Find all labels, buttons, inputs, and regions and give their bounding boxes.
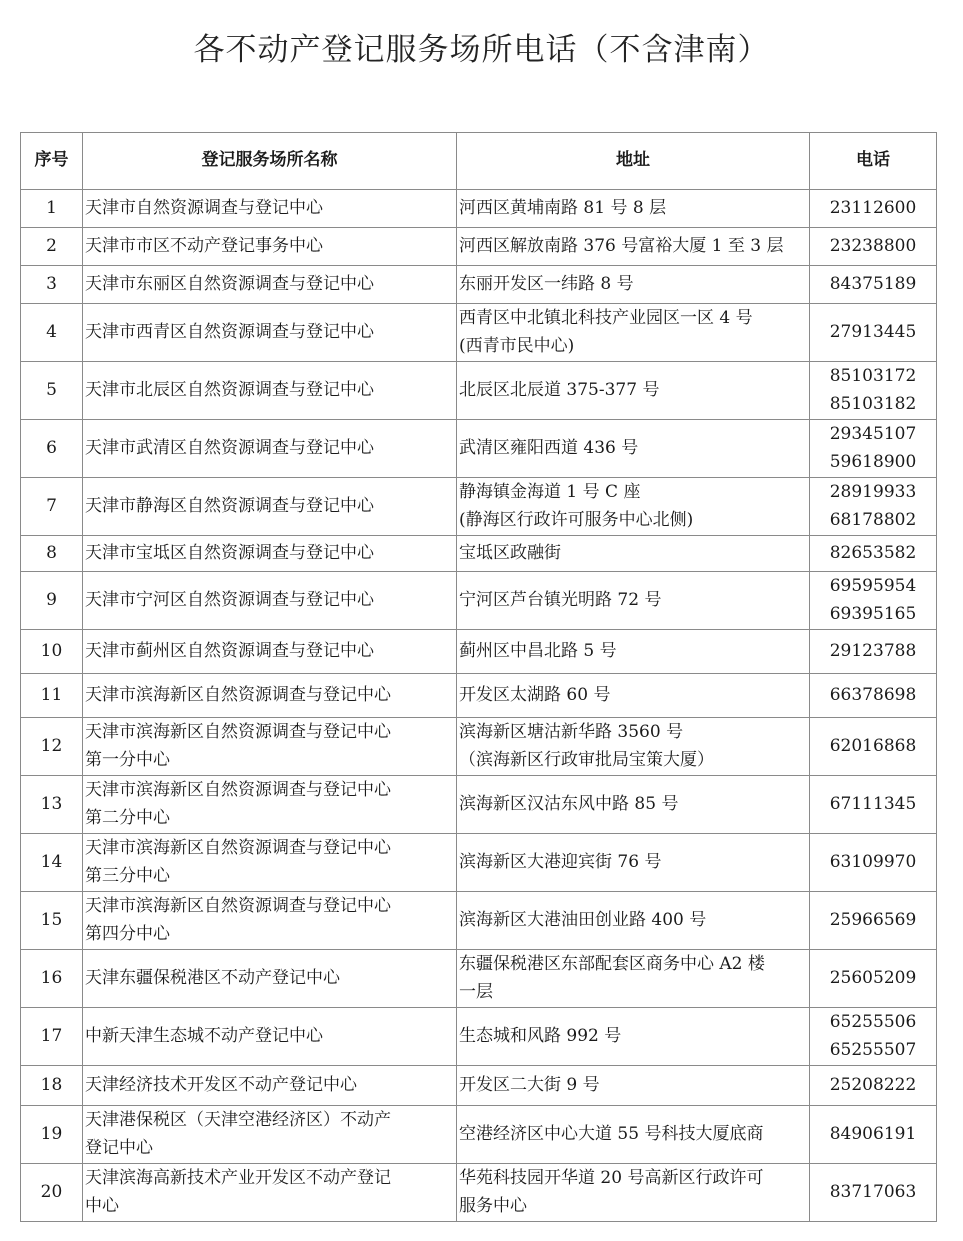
office-address-line: 服务中心 [459, 1195, 527, 1216]
office-phone [810, 190, 937, 228]
header-office-name: 登记服务场所名称 [83, 133, 457, 190]
row-number: 11 [21, 674, 83, 718]
office-address [457, 420, 810, 478]
office-name-line: 中新天津生态城不动产登记中心 [85, 1025, 323, 1046]
office-name-line: 天津市自然资源调查与登记中心 [85, 197, 323, 218]
table-row [21, 630, 937, 674]
table-row [21, 304, 937, 362]
office-address-line: （滨海新区行政审批局宝策大厦） [459, 749, 714, 770]
office-name [83, 420, 457, 478]
office-name-line: 天津市西青区自然资源调查与登记中心 [85, 321, 374, 342]
row-number: 2 [21, 228, 83, 266]
office-name [83, 674, 457, 718]
office-phone-line: 69395165 [829, 603, 917, 624]
table-row [21, 190, 937, 228]
office-address [457, 776, 810, 834]
table-header-row [21, 133, 937, 190]
office-phone [810, 362, 937, 420]
office-phone [810, 892, 937, 950]
table-row [21, 892, 937, 950]
office-phone [810, 1066, 937, 1106]
office-name [83, 1008, 457, 1066]
office-address-line: 东疆保税港区东部配套区商务中心 A2 楼 [459, 954, 765, 974]
table-row [21, 420, 937, 478]
table-row [21, 478, 937, 536]
office-name-line: 天津市宝坻区自然资源调查与登记中心 [85, 542, 374, 563]
table-row [21, 834, 937, 892]
office-address [457, 1066, 810, 1106]
office-phone-line: 85103182 [829, 393, 917, 414]
office-address-line: 滨海新区塘沽新华路 3560 号 [459, 722, 684, 742]
office-phone-line: 23112600 [829, 197, 917, 218]
office-phone-line: 28919933 [829, 482, 917, 502]
office-phone [810, 630, 937, 674]
office-address [457, 362, 810, 420]
office-name-line: 天津滨海高新技术产业开发区不动产登记 [85, 1168, 391, 1188]
row-number: 7 [21, 478, 83, 536]
office-phone-line: 65255507 [829, 1039, 917, 1060]
office-address [457, 834, 810, 892]
office-phone [810, 834, 937, 892]
row-number: 13 [21, 776, 83, 834]
office-name-line: 登记中心 [85, 1137, 153, 1158]
office-address-line: 静海镇金海道 1 号 C 座 [459, 482, 641, 502]
office-phone [810, 420, 937, 478]
row-number: 19 [21, 1106, 83, 1164]
header-phone: 电话 [810, 133, 937, 190]
office-name-line: 天津市蓟州区自然资源调查与登记中心 [85, 640, 374, 661]
row-number: 18 [21, 1066, 83, 1106]
office-address [457, 892, 810, 950]
office-name-line: 第一分中心 [85, 749, 170, 770]
office-name-line: 天津市武清区自然资源调查与登记中心 [85, 437, 374, 458]
row-number: 3 [21, 266, 83, 304]
office-phone [810, 228, 937, 266]
table-row [21, 1164, 937, 1222]
office-phone-line: 29123788 [829, 640, 917, 661]
row-number: 14 [21, 834, 83, 892]
office-name [83, 1106, 457, 1164]
office-address-line: 西青区中北镇北科技产业园区一区 4 号 [459, 308, 753, 328]
row-number: 15 [21, 892, 83, 950]
table-row [21, 536, 937, 572]
office-address [457, 674, 810, 718]
office-name [83, 1066, 457, 1106]
office-phone [810, 478, 937, 536]
office-phone-line: 29345107 [829, 424, 917, 444]
office-name [83, 776, 457, 834]
office-phone-line: 68178802 [829, 509, 917, 530]
office-phone-line: 65255506 [829, 1012, 917, 1032]
row-number: 12 [21, 718, 83, 776]
registration-offices-table [20, 132, 937, 1222]
office-address-line: 华苑科技园开华道 20 号高新区行政许可 [459, 1168, 764, 1188]
office-name-line: 天津港保税区（天津空港经济区）不动产 [85, 1110, 391, 1130]
row-number: 20 [21, 1164, 83, 1222]
table-row [21, 228, 937, 266]
office-phone-line: 25605209 [829, 967, 917, 988]
office-address-line: 滨海新区汉沽东风中路 85 号 [459, 793, 679, 814]
office-name-line: 天津市静海区自然资源调查与登记中心 [85, 495, 374, 516]
office-name [83, 572, 457, 630]
office-name [83, 362, 457, 420]
office-phone-line: 82653582 [829, 542, 917, 563]
office-name [83, 304, 457, 362]
row-number: 4 [21, 304, 83, 362]
office-phone [810, 950, 937, 1008]
office-address [457, 266, 810, 304]
office-name-line: 天津市滨海新区自然资源调查与登记中心 [85, 684, 391, 705]
office-address [457, 950, 810, 1008]
office-phone [810, 1106, 937, 1164]
office-name [83, 190, 457, 228]
office-name [83, 228, 457, 266]
row-number: 8 [21, 536, 83, 572]
table-row [21, 1106, 937, 1164]
office-address [457, 478, 810, 536]
office-address-line: (西青市民中心) [459, 335, 575, 356]
office-phone-line: 62016868 [829, 735, 917, 756]
office-address [457, 1008, 810, 1066]
office-phone [810, 266, 937, 304]
office-name [83, 630, 457, 674]
office-name [83, 266, 457, 304]
table-row [21, 950, 937, 1008]
office-address [457, 572, 810, 630]
office-phone-line: 25208222 [829, 1074, 917, 1095]
office-address-line: 滨海新区大港油田创业路 400 号 [459, 909, 707, 930]
row-number: 6 [21, 420, 83, 478]
row-number: 17 [21, 1008, 83, 1066]
office-address-line: 滨海新区大港迎宾街 76 号 [459, 851, 662, 872]
row-number: 16 [21, 950, 83, 1008]
office-phone-line: 23238800 [829, 235, 917, 256]
office-phone [810, 536, 937, 572]
office-phone-line: 69595954 [829, 576, 917, 596]
office-address [457, 1164, 810, 1222]
office-address [457, 718, 810, 776]
office-phone [810, 718, 937, 776]
table-row [21, 572, 937, 630]
office-name-line: 天津东疆保税港区不动产登记中心 [85, 967, 340, 988]
office-address-line: 东丽开发区一纬路 8 号 [459, 273, 634, 294]
office-name-line: 天津市滨海新区自然资源调查与登记中心 [85, 838, 391, 858]
office-phone-line: 63109970 [829, 851, 917, 872]
office-phone [810, 572, 937, 630]
row-number: 9 [21, 572, 83, 630]
office-phone-line: 59618900 [829, 451, 917, 472]
office-name [83, 834, 457, 892]
office-phone [810, 674, 937, 718]
office-address-line: 河西区黄埔南路 81 号 8 层 [459, 197, 667, 218]
office-address [457, 190, 810, 228]
office-name-line: 天津市北辰区自然资源调查与登记中心 [85, 379, 374, 400]
office-name-line: 天津市滨海新区自然资源调查与登记中心 [85, 896, 391, 916]
office-address-line: 生态城和风路 992 号 [459, 1025, 622, 1046]
office-address [457, 536, 810, 572]
office-address-line: (静海区行政许可服务中心北侧) [459, 509, 694, 530]
office-name [83, 478, 457, 536]
office-address-line: 北辰区北辰道 375-377 号 [459, 379, 660, 400]
office-address-line: 宁河区芦台镇光明路 72 号 [459, 589, 662, 610]
office-address-line: 开发区二大街 9 号 [459, 1074, 600, 1095]
office-address-line: 宝坻区政融街 [459, 542, 561, 563]
office-address-line: 一层 [459, 981, 493, 1002]
office-name-line: 天津市滨海新区自然资源调查与登记中心 [85, 722, 391, 742]
office-name-line: 中心 [85, 1195, 119, 1216]
office-name-line: 第四分中心 [85, 923, 170, 944]
row-number: 1 [21, 190, 83, 228]
office-name-line: 天津市市区不动产登记事务中心 [85, 235, 323, 256]
page-title: 各不动产登记服务场所电话（不含津南） [193, 32, 770, 68]
office-phone-line: 25966569 [829, 909, 917, 930]
office-phone [810, 1164, 937, 1222]
office-name [83, 892, 457, 950]
office-name [83, 536, 457, 572]
office-address [457, 228, 810, 266]
office-phone-line: 27913445 [829, 321, 917, 342]
table-row [21, 1066, 937, 1106]
table-row [21, 1008, 937, 1066]
office-phone-line: 84906191 [829, 1123, 917, 1144]
office-name-line: 第三分中心 [85, 865, 170, 886]
table-row [21, 266, 937, 304]
office-phone [810, 1008, 937, 1066]
table-row [21, 776, 937, 834]
office-address [457, 304, 810, 362]
office-name [83, 718, 457, 776]
row-number: 10 [21, 630, 83, 674]
table-row [21, 362, 937, 420]
office-name-line: 天津市滨海新区自然资源调查与登记中心 [85, 780, 391, 800]
table-row [21, 718, 937, 776]
office-name-line: 第二分中心 [85, 807, 170, 828]
office-address-line: 蓟州区中昌北路 5 号 [459, 640, 617, 661]
office-address-line: 河西区解放南路 376 号富裕大厦 1 至 3 层 [459, 235, 784, 256]
office-phone-line: 85103172 [829, 366, 917, 386]
office-phone-line: 84375189 [829, 273, 917, 294]
office-phone [810, 304, 937, 362]
office-address [457, 630, 810, 674]
office-name [83, 950, 457, 1008]
office-name [83, 1164, 457, 1222]
row-number: 5 [21, 362, 83, 420]
header-number: 序号 [21, 133, 83, 190]
office-address-line: 武清区雍阳西道 436 号 [459, 437, 639, 458]
office-name-line: 天津市东丽区自然资源调查与登记中心 [85, 273, 374, 294]
header-address: 地址 [457, 133, 810, 190]
office-phone-line: 66378698 [829, 684, 917, 705]
office-name-line: 天津经济技术开发区不动产登记中心 [85, 1074, 357, 1095]
office-name-line: 天津市宁河区自然资源调查与登记中心 [85, 589, 374, 610]
office-phone [810, 776, 937, 834]
office-address [457, 1106, 810, 1164]
office-address-line: 空港经济区中心大道 55 号科技大厦底商 [459, 1123, 764, 1144]
office-address-line: 开发区太湖路 60 号 [459, 684, 611, 705]
office-phone-line: 67111345 [829, 793, 917, 814]
table-row [21, 674, 937, 718]
office-phone-line: 83717063 [829, 1181, 917, 1202]
